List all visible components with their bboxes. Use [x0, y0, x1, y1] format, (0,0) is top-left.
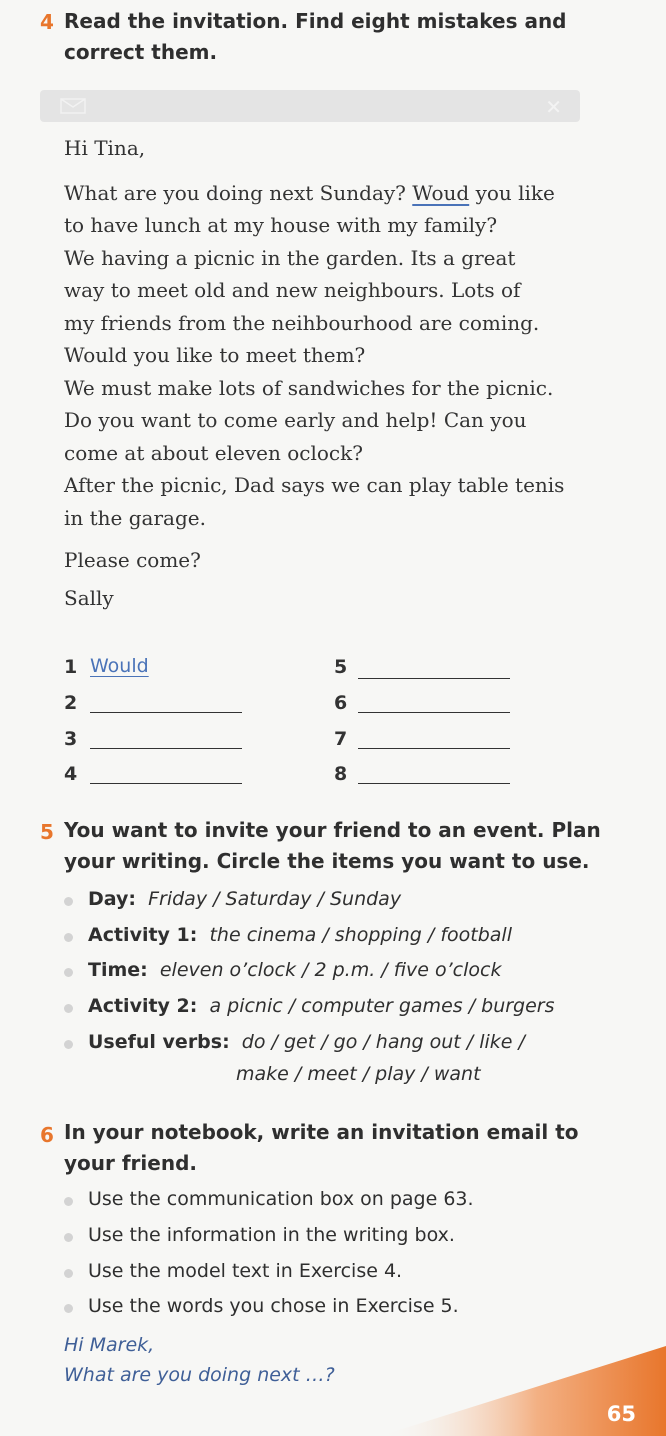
answer-blank: [358, 783, 510, 784]
email-line-text: you like: [475, 180, 555, 205]
bullet-icon: [64, 1233, 73, 1242]
plan-options: do / get / go / hang out / like /: [241, 1031, 525, 1053]
email-signature: Sally: [64, 585, 114, 610]
underlined-mistake: Woud: [412, 180, 470, 205]
email-line: come at about eleven oclock?: [64, 440, 363, 465]
email-line: We must make lots of sandwiches for the picnic.: [64, 375, 554, 400]
plan-options-continued: [236, 1063, 481, 1085]
plan-item: [88, 888, 401, 910]
plan-item: [88, 959, 501, 981]
plan-label: Activity 1:: [88, 924, 198, 946]
plan-options: eleven o’clock / 2 p.m. / five o’clock: [159, 959, 502, 981]
answer-number: 7: [334, 728, 348, 750]
exercise-instruction-line1: You want to invite your friend to an event. Plan: [64, 818, 601, 842]
model-text-line2: What are you doing next …?: [64, 1364, 335, 1386]
page-number: 65: [606, 1402, 636, 1426]
instruction-item: Use the words you chose in Exercise 5.: [88, 1295, 459, 1317]
envelope-icon: [60, 98, 86, 114]
answer-number: 4: [64, 763, 78, 785]
email-line: my friends from the neihbourhood are coming.: [64, 310, 540, 335]
answer-blank: [90, 748, 242, 749]
close-icon: ✕: [545, 95, 562, 119]
plan-label: Day:: [88, 888, 136, 910]
email-line: way to meet old and new neighbours. Lots of: [64, 278, 521, 302]
exercise-number: 4: [40, 10, 54, 34]
email-closing: Please come?: [64, 548, 201, 572]
bullet-icon: [64, 1197, 73, 1206]
answer-number: 1: [64, 656, 78, 678]
bullet-icon: [64, 968, 73, 977]
bullet-icon: [64, 897, 73, 906]
exercise-instruction-line1: In your notebook, write an invitation email to: [64, 1120, 579, 1144]
plan-options: make / meet / play / want: [236, 1063, 481, 1085]
page-corner-decoration: [0, 1346, 666, 1436]
answer-number: 5: [334, 656, 348, 678]
answer-blank: [358, 678, 510, 679]
email-line: in the garage.: [64, 505, 206, 530]
plan-options: Friday / Saturday / Sunday: [148, 888, 402, 910]
instruction-item: Use the information in the writing box.: [88, 1224, 455, 1246]
instruction-item: Use the model text in Exercise 4.: [88, 1260, 403, 1282]
exercise-number: 6: [40, 1123, 54, 1147]
plan-label: Activity 2:: [88, 995, 198, 1017]
exercise-instruction-line2: your friend.: [64, 1151, 197, 1175]
email-body: [64, 132, 564, 614]
answer-number: 2: [64, 692, 78, 714]
email-greeting: Hi Tina,: [64, 136, 146, 160]
plan-item: [88, 995, 555, 1017]
email-line: to have lunch at my house with my family?: [64, 213, 498, 237]
bullet-icon: [64, 1040, 73, 1049]
answer-number: 8: [334, 763, 348, 785]
email-line: Do you want to come early and help! Can you: [64, 408, 527, 432]
plan-item: [88, 1031, 525, 1053]
answer-blank: [90, 712, 242, 713]
exercise-instruction-line1: Read the invitation. Find eight mistakes and: [64, 9, 567, 33]
email-line: We having a picnic in the garden. Its a great: [64, 245, 516, 270]
plan-label: Time:: [88, 959, 148, 981]
instruction-item: Use the communication box on page 63.: [88, 1188, 474, 1210]
bullet-icon: [64, 933, 73, 942]
email-line: After the picnic, Dad says we can play table tenis: [64, 473, 565, 497]
bullet-icon: [64, 1304, 73, 1313]
email-header-bar: [40, 90, 580, 122]
plan-label: Useful verbs:: [88, 1031, 230, 1053]
bullet-icon: [64, 1004, 73, 1013]
model-text-line1: Hi Marek,: [64, 1334, 155, 1356]
answer-blank: [358, 748, 510, 749]
plan-options: the cinema / shopping / football: [209, 924, 512, 946]
email-line: Would you like to meet them?: [64, 343, 366, 367]
exercise-instruction-line2: correct them.: [64, 40, 218, 64]
answer-blank: [90, 783, 242, 784]
plan-item: [88, 924, 512, 946]
bullet-icon: [64, 1269, 73, 1278]
exercise-number: 5: [40, 820, 54, 844]
answer-number: 3: [64, 728, 78, 750]
answer-value: Would: [90, 655, 149, 677]
email-line-text: What are you doing next Sunday?: [64, 180, 406, 205]
answer-blank: [358, 712, 510, 713]
plan-options: a picnic / computer games / burgers: [209, 995, 555, 1017]
exercise-instruction-line2: your writing. Circle the items you want to use.: [64, 849, 590, 873]
answer-number: 6: [334, 692, 348, 714]
email-line: [64, 177, 564, 210]
